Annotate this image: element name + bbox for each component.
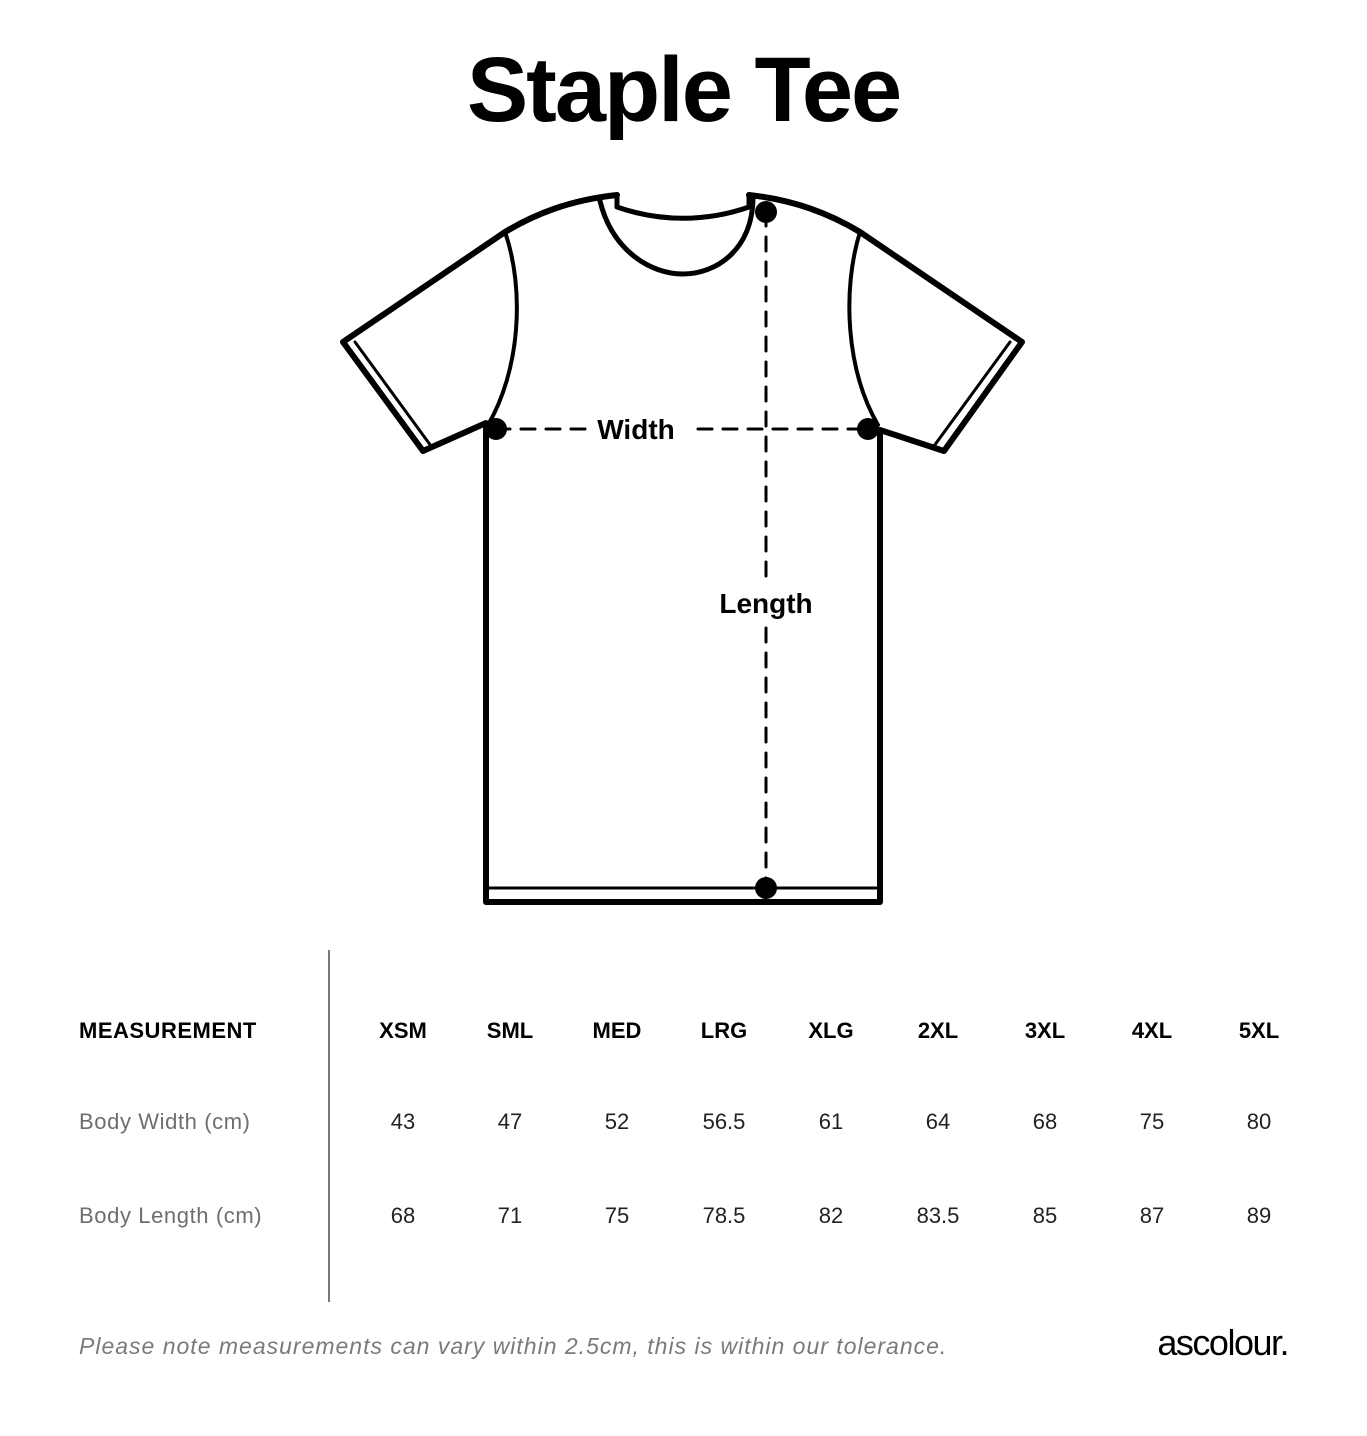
body-length-med: 75 <box>604 1203 630 1228</box>
width-point-left <box>485 418 507 440</box>
width-point-right <box>857 418 879 440</box>
measurement-header: MEASUREMENT <box>79 1018 257 1043</box>
width-label: Width <box>597 414 675 445</box>
body-length-2xl: 83.5 <box>916 1203 960 1228</box>
body-length-xlg: 82 <box>818 1203 844 1228</box>
tshirt-outline <box>343 195 1022 902</box>
size-header-4xl: 4XL <box>1131 1018 1173 1043</box>
body-length-3xl: 85 <box>1032 1203 1058 1228</box>
body-width-med: 52 <box>604 1109 630 1134</box>
body-length-xsm: 68 <box>390 1203 416 1228</box>
row-label-body-length: Body Length (cm) <box>79 1203 263 1228</box>
length-label: Length <box>719 588 813 619</box>
collar-top <box>617 195 749 218</box>
size-header-med: MED <box>592 1018 642 1043</box>
left-sleeve-hem <box>355 342 431 446</box>
body-length-lrg: 78.5 <box>702 1203 746 1228</box>
tolerance-note: Please note measurements can vary within 2.5cm, this is within our tolerance. <box>79 1333 948 1359</box>
page-title: Staple Tee <box>466 39 901 141</box>
body-length-5xl: 89 <box>1246 1203 1272 1228</box>
size-header-3xl: 3XL <box>1024 1018 1066 1043</box>
body-width-4xl: 75 <box>1139 1109 1165 1134</box>
length-point-bottom <box>755 877 777 899</box>
left-armhole-seam <box>488 232 517 425</box>
body-width-5xl: 80 <box>1246 1109 1272 1134</box>
size-header-2xl: 2XL <box>917 1018 959 1043</box>
right-armhole-seam <box>849 232 878 425</box>
table-divider <box>328 950 330 1302</box>
body-length-sml: 71 <box>497 1203 523 1228</box>
body-width-lrg: 56.5 <box>702 1109 746 1134</box>
body-width-xlg: 61 <box>818 1109 844 1134</box>
size-header-xlg: XLG <box>808 1018 854 1043</box>
brand-logo: ascolour. <box>1157 1322 1288 1363</box>
body-width-2xl: 64 <box>925 1109 951 1134</box>
size-header-xsm: XSM <box>379 1018 427 1043</box>
size-header-lrg: LRG <box>700 1018 748 1043</box>
body-width-3xl: 68 <box>1032 1109 1058 1134</box>
body-width-sml: 47 <box>497 1109 523 1134</box>
body-length-4xl: 87 <box>1139 1203 1165 1228</box>
size-header-sml: SML <box>486 1018 534 1043</box>
row-label-body-width: Body Width (cm) <box>79 1109 251 1134</box>
body-width-xsm: 43 <box>390 1109 416 1134</box>
right-sleeve-hem <box>934 342 1010 446</box>
size-header-5xl: 5XL <box>1238 1018 1280 1043</box>
length-point-top <box>755 201 777 223</box>
